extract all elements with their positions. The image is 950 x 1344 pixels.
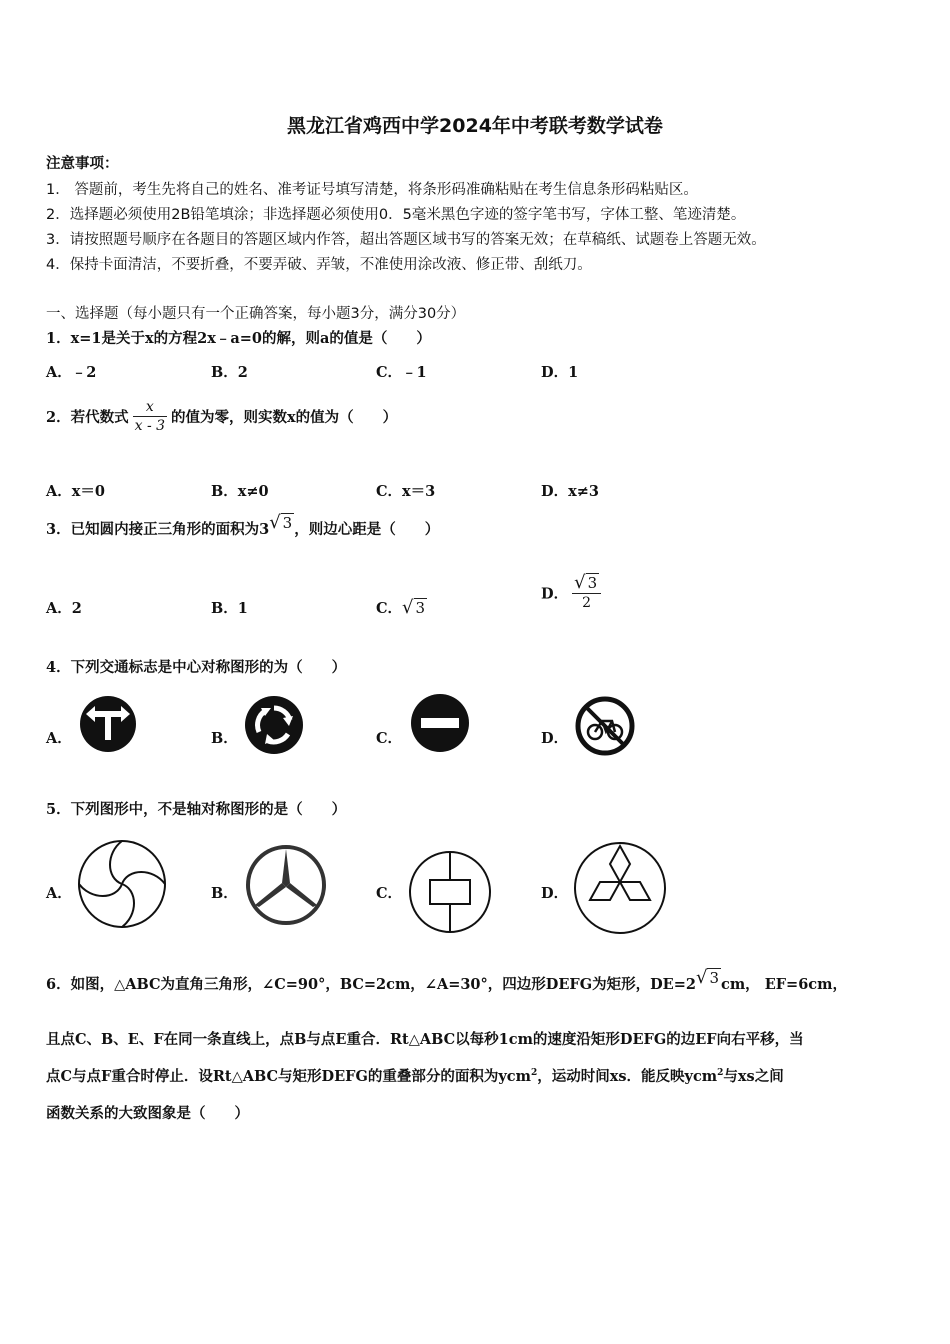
roundabout-sign-icon	[243, 694, 305, 756]
q3-option-c-radicand: 3	[415, 599, 426, 617]
q6-line-1-prefix: 6．如图，△ABC为直角三角形，∠C=90°，BC=2cm，∠A=30°，四边形DEFG为矩形，DE=2	[46, 976, 696, 993]
q5-stem: 5．下列图形中，不是轴对称图形的是（ ）	[46, 801, 347, 818]
q1-option-b: B．2	[211, 364, 248, 381]
q3-option-d-num: √ 3	[572, 574, 601, 594]
section-heading: 一、选择题（每小题只有一个正确答案，每小题3分，满分30分）	[46, 306, 466, 322]
turn-arrow-sign-icon	[78, 694, 138, 754]
q3-option-d-label: D．	[541, 585, 569, 603]
q6-line-3-a: 点C与点F重合时停止．设Rt△ABC与矩形DEFG的重叠部分的面积为ycm	[46, 1068, 531, 1085]
q3-option-c-label: C．	[376, 600, 403, 617]
q1-option-c: C．﹣1	[376, 364, 427, 381]
q3-stem-suffix: ，则边心距是（ ）	[294, 521, 440, 538]
q2-option-a: A．x＝0	[46, 483, 105, 500]
q6-line-1	[46, 967, 847, 994]
q3-option-c-sqrt: √ 3	[402, 597, 426, 618]
q6-line-3-b: ，运动时间xs．能反映ycm	[537, 1068, 718, 1085]
notice-item-2: 2．选择题必须使用2B铅笔填涂；非选择题必须使用0．5毫米黑色字迹的签字笔书写，字体工整、笔迹清楚。	[46, 207, 746, 223]
q6-sqrt: √ 3	[695, 967, 719, 988]
q4-stem: 4．下列交通标志是中心对称图形的为（ ）	[46, 659, 347, 676]
page-title: 黑龙江省鸡西中学2024年中考联考数学试卷	[287, 115, 663, 137]
q6-line-1-suffix: cm， EF=6cm，	[720, 976, 847, 993]
circle-rectangle-figure-icon	[406, 850, 494, 934]
q5-option-b: B．	[211, 885, 238, 902]
q3-stem	[46, 512, 440, 539]
three-point-star-figure-icon	[244, 843, 328, 927]
q3-option-b: B．1	[211, 600, 248, 617]
q3-radicand: 3	[282, 514, 293, 532]
q3-option-d-radicand: 3	[587, 574, 598, 592]
q1-stem: 1．x=1是关于x的方程2x﹣a=0的解，则a的值是（ ）	[46, 330, 431, 347]
q3-option-c	[376, 597, 427, 618]
q6-line-3-c: 与xs之间	[723, 1068, 784, 1085]
q2-fraction-num: x	[133, 398, 167, 417]
q2-option-c: C．x＝3	[376, 483, 436, 500]
no-bicycle-sign-icon	[574, 696, 636, 756]
q5-option-c: C．	[376, 885, 403, 902]
q2-option-d: D．x≠3	[541, 483, 599, 500]
three-diamonds-figure-icon	[572, 840, 668, 936]
q5-option-a: A．	[46, 885, 72, 902]
q6-line-2: 且点C、B、E、F在同一条直线上，点B与点E重合．Rt△ABC以每秒1cm的速度沿矩形DEFG的边EF向右平移，当	[46, 1031, 804, 1048]
q2-fraction	[133, 398, 167, 435]
pinwheel-figure-icon	[76, 838, 168, 930]
q3-option-d-fraction	[572, 574, 601, 612]
notice-heading: 注意事项：	[46, 155, 119, 172]
q4-option-b: B．	[211, 730, 238, 747]
q3-option-d	[541, 574, 605, 612]
notice-item-4: 4．保持卡面清洁，不要折叠，不要弄破、弄皱，不准使用涂改液、修正带、刮纸刀。	[46, 257, 592, 273]
q6-sup-1: 2	[530, 1068, 538, 1079]
notice-item-1: 1． 答题前，考生先将自己的姓名、准考证号填写清楚，将条形码准确粘贴在考生信息条形码粘贴区。	[46, 182, 698, 198]
q1-option-a: A．﹣2	[46, 364, 97, 381]
q6-line-3	[46, 1065, 784, 1086]
q5-option-d: D．	[541, 885, 569, 902]
q4-option-a: A．	[46, 730, 72, 747]
q6-radicand: 3	[709, 969, 719, 987]
q2-stem-prefix: 2．若代数式	[46, 409, 129, 426]
q3-sqrt: √ 3	[269, 512, 293, 533]
q3-option-a: A．2	[46, 600, 82, 617]
q2-fraction-den: x - 3	[134, 418, 166, 434]
q2-option-b: B．x≠0	[211, 483, 269, 500]
no-entry-sign-icon	[409, 692, 471, 754]
q2-stem-suffix: 的值为零，则实数x的值为（ ）	[171, 409, 398, 426]
q3-option-d-den: 2	[582, 595, 592, 611]
q6-line-4: 函数关系的大致图象是（ ）	[46, 1105, 249, 1122]
q4-option-c: C．	[376, 730, 403, 747]
notice-item-3: 3．请按照题号顺序在各题目的答题区域内作答，超出答题区域书写的答案无效；在草稿纸、试题卷上答题无效。	[46, 232, 766, 248]
q2-stem	[46, 398, 397, 435]
q6-sup-2: 2	[717, 1068, 724, 1079]
q4-option-d: D．	[541, 730, 569, 747]
q3-stem-prefix: 3．已知圆内接正三角形的面积为3	[46, 521, 270, 538]
q1-option-d: D．1	[541, 364, 579, 381]
